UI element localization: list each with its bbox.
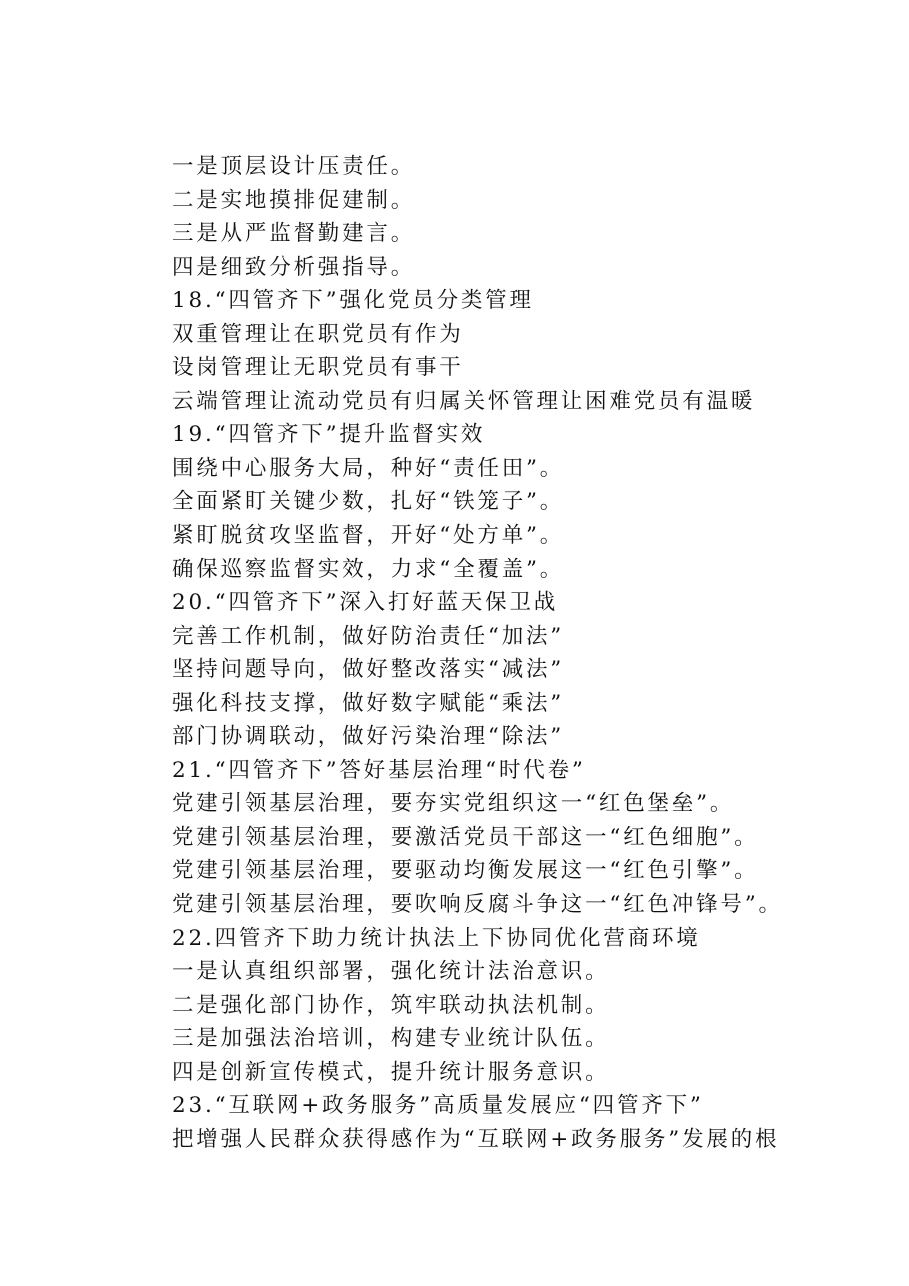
section-heading-21: 21.“四管齐下”答好基层治理“时代卷” <box>172 757 586 783</box>
text-line: 坚持问题导向，做好整改落实“减法” <box>172 657 565 683</box>
section-heading-19: 19.“四管齐下”提升监督实效 <box>172 422 486 448</box>
text-line: 三是从严监督勤建言。 <box>172 221 416 247</box>
text-line: 围绕中心服务大局，种好“责任田”。 <box>172 455 565 481</box>
text-line: 部门协调联动，做好污染治理“除法” <box>172 724 565 750</box>
document-body <box>172 150 872 1156</box>
text-line: 一是认真组织部署，强化统计法治意识。 <box>172 959 610 985</box>
section-heading-22: 22.四管齐下助力统计执法上下协同优化营商环境 <box>172 925 701 951</box>
text-line: 党建引领基层治理，要夯实党组织这一“红色堡垒”。 <box>172 791 735 817</box>
text-line: 全面紧盯关键少数，扎好“铁笼子”。 <box>172 489 565 515</box>
text-line: 确保巡察监督实效，力求“全覆盖”。 <box>172 556 565 582</box>
text-line: 双重管理让在职党员有作为 <box>172 321 464 347</box>
text-line: 紧盯脱贫攻坚监督，开好“处方单”。 <box>172 523 565 549</box>
text-line: 二是强化部门协作，筑牢联动执法机制。 <box>172 992 610 1018</box>
text-line: 完善工作机制，做好防治责任“加法” <box>172 623 565 649</box>
text-line: 四是创新宣传模式，提升统计服务意识。 <box>172 1059 610 1085</box>
text-line: 二是实地摸排促建制。 <box>172 187 416 213</box>
text-line: 一是顶层设计压责任。 <box>172 154 416 179</box>
text-line: 党建引领基层治理，要吹响反腐斗争这一“红色冲锋号”。 <box>172 892 783 918</box>
text-line: 强化科技支撑，做好数字赋能“乘法” <box>172 690 565 716</box>
section-heading-23: 23.“互联网+政务服务”高质量发展应“四管齐下” <box>172 1093 704 1119</box>
section-heading-20: 20.“四管齐下”深入打好蓝天保卫战 <box>172 590 559 616</box>
text-line: 云端管理让流动党员有归属关怀管理让困难党员有温暖 <box>172 388 756 414</box>
text-line: 把增强人民群众获得感作为“互联网+政务服务”发展的根 <box>172 1126 780 1152</box>
section-heading-18: 18.“四管齐下”强化党员分类管理 <box>172 288 534 314</box>
text-line: 三是加强法治培训，构建专业统计队伍。 <box>172 1026 610 1052</box>
text-line: 四是细致分析强指导。 <box>172 254 416 280</box>
text-line: 党建引领基层治理，要激活党员干部这一“红色细胞”。 <box>172 824 759 850</box>
text-line: 设岗管理让无职党员有事干 <box>172 355 464 381</box>
text-line: 党建引领基层治理，要驱动均衡发展这一“红色引擎”。 <box>172 858 759 884</box>
